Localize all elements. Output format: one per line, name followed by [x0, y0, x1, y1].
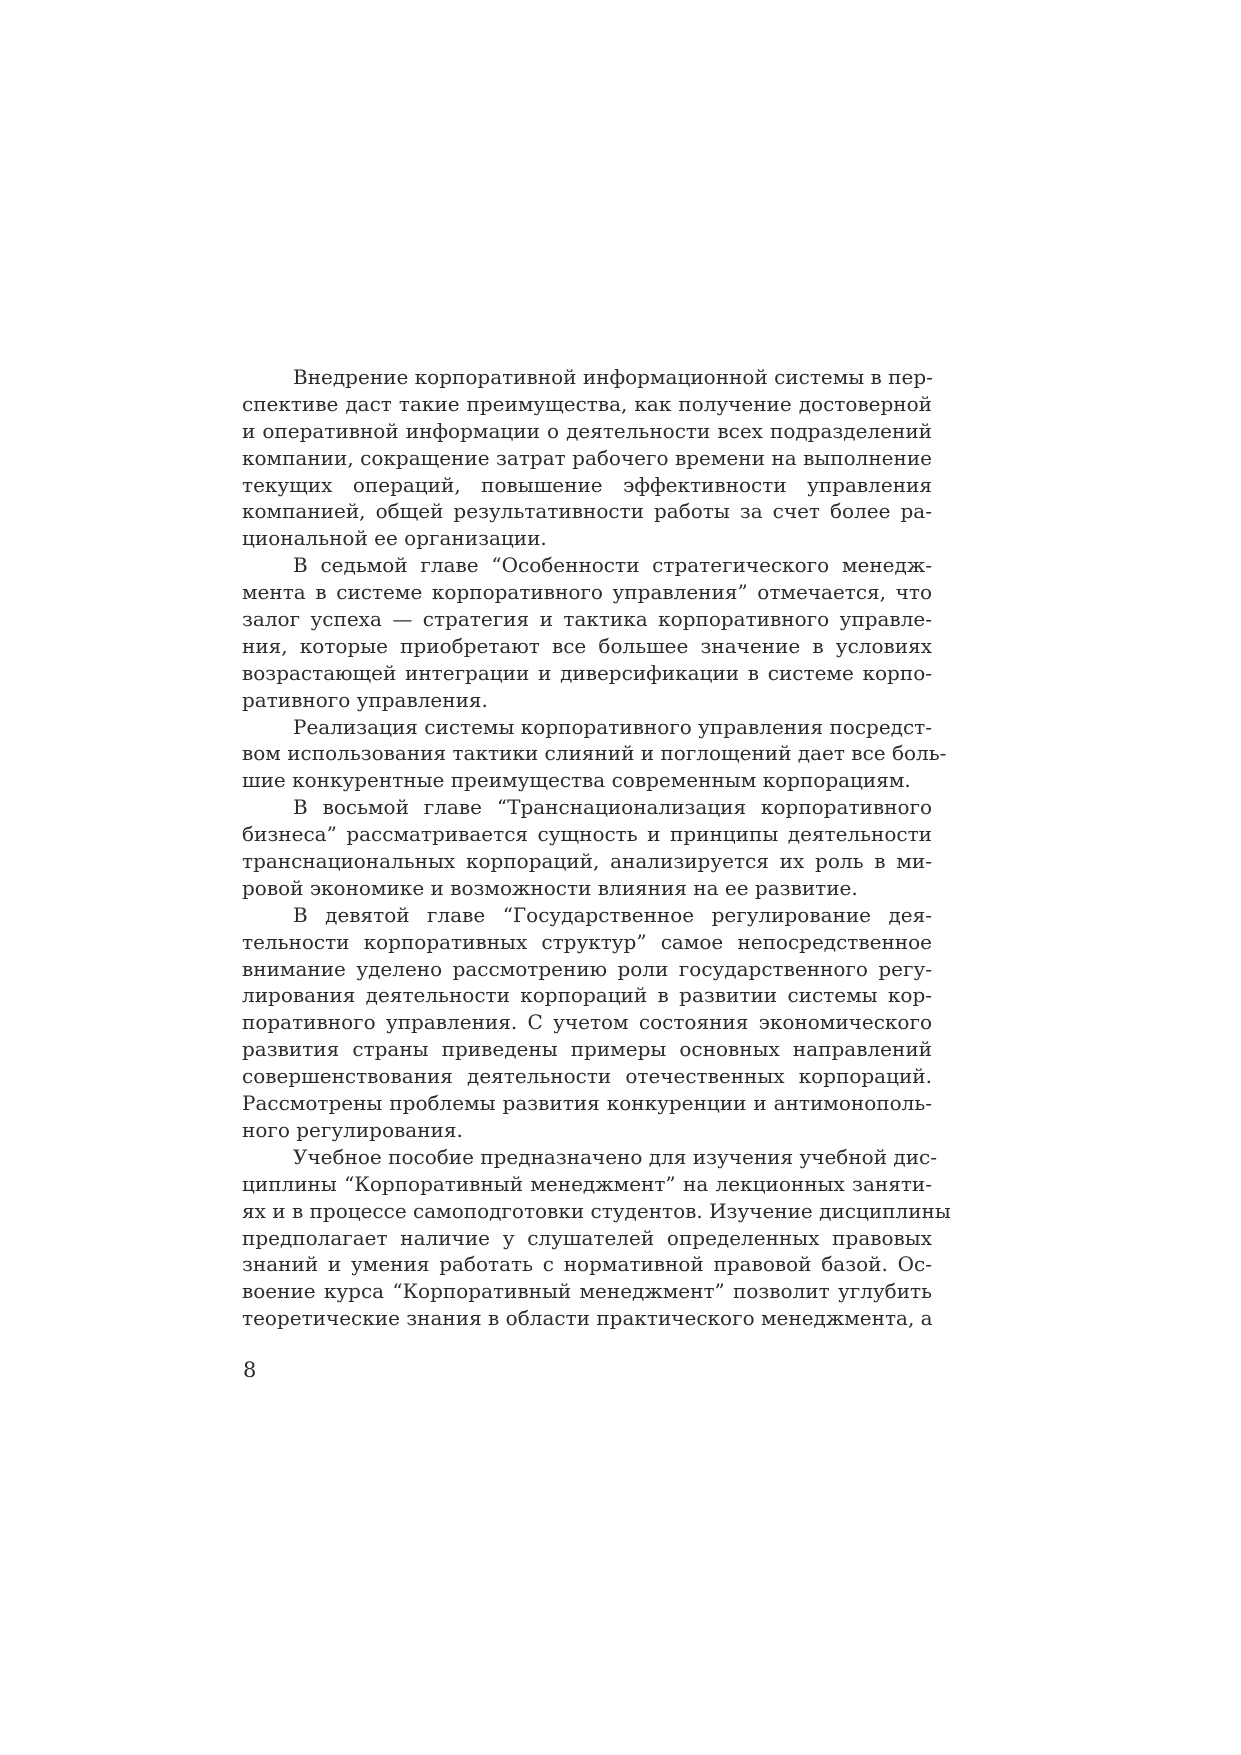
text-line: Внедрение корпоративной информационной системы в пер- — [293, 365, 933, 389]
text-line: поративного управления. С учетом состояния экономического — [242, 1010, 932, 1035]
text-line: ративного управления. — [242, 687, 488, 712]
text-line: предполагает наличие у слушателей определенных правовых — [242, 1225, 932, 1250]
text-line: ного регулирования. — [242, 1117, 463, 1142]
text-line: циплины “Корпоративный менеджмент” на лекционных заняти- — [242, 1171, 932, 1196]
text-line: компании, сокращение затрат рабочего времени на выполнение — [242, 445, 932, 470]
text-line: транснациональных корпораций, анализируется их роль в ми- — [242, 849, 932, 874]
text-line: залог успеха — стратегия и тактика корпоративного управле- — [242, 607, 932, 632]
text-line: ях и в процессе самоподготовки студентов. Изучение дисциплины — [242, 1198, 951, 1223]
text-line: тельности корпоративных структур” самое непосредственное — [242, 929, 932, 954]
text-line: компанией, общей результативности работы за счет более ра- — [242, 499, 932, 524]
text-line: шие конкурентные преимущества современным корпорациям. — [242, 768, 911, 793]
text-line: В восьмой главе “Транснационализация корпоративного — [293, 795, 932, 820]
text-line: мента в системе корпоративного управления” отмечается, что — [242, 580, 932, 605]
text-line: ния, которые приобретают все большее значение в условиях — [242, 633, 932, 658]
text-line: теоретические знания в области практического менеджмента, а — [242, 1306, 933, 1331]
text-line: знаний и умения работать с нормативной правовой базой. Ос- — [242, 1252, 932, 1277]
text-line: внимание уделено рассмотрению роли государственного регу- — [242, 956, 932, 981]
text-line: Рассмотрены проблемы развития конкуренции и антимонополь- — [242, 1091, 932, 1116]
text-line: вом использования тактики слияний и поглощений дает все боль- — [242, 741, 947, 766]
text-line: лирования деятельности корпораций в развитии системы кор- — [242, 983, 932, 1008]
text-line: и оперативной информации о деятельности всех подразделений — [242, 418, 932, 443]
text-line: совершенствования деятельности отечественных корпораций. — [242, 1064, 932, 1089]
text-line: В девятой главе “Государственное регулирование дея- — [293, 902, 932, 927]
text-line: Реализация системы корпоративного управления посредст- — [293, 714, 932, 739]
text-line: В седьмой главе “Особенности стратегического менедж- — [293, 553, 932, 578]
text-line: воение курса “Корпоративный менеджмент” позволит углубить — [242, 1279, 932, 1304]
text-line: развития страны приведены примеры основных направлений — [242, 1037, 932, 1062]
text-line: бизнеса” рассматривается сущность и принципы деятельности — [242, 822, 932, 847]
text-line: спективе даст такие преимущества, как получение достоверной — [242, 391, 932, 416]
text-line: текущих операций, повышение эффективности управления — [242, 472, 932, 497]
text-line: ровой экономике и возможности влияния на ее развитие. — [242, 875, 858, 900]
text-line: возрастающей интеграции и диверсификации в системе корпо- — [242, 660, 932, 685]
body-text — [242, 364, 951, 1332]
page-number: 8 — [243, 1358, 257, 1382]
text-line: циональной ее организации. — [242, 526, 547, 551]
text-line: Учебное пособие предназначено для изучения учебной дис- — [293, 1144, 938, 1169]
